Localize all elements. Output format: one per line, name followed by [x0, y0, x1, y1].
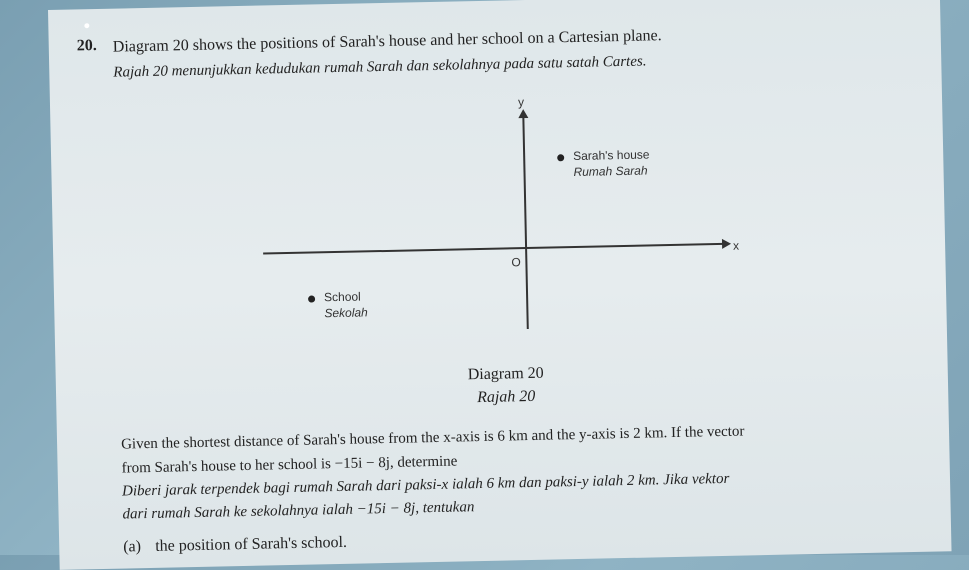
part-a-text: the position of Sarah's school.	[155, 533, 348, 555]
x-axis	[263, 243, 723, 255]
y-axis-label: y	[517, 95, 525, 110]
x-axis-label: x	[732, 238, 740, 253]
worksheet-page	[48, 0, 952, 570]
diagram-caption-ms: Rajah 20	[476, 387, 536, 407]
given-text-ms-2: dari rumah Sarah ke sekolahnya ialah −15i − 8j, tentukan	[122, 499, 475, 523]
cartesian-diagram	[250, 90, 755, 350]
question-text-en: Diagram 20 shows the positions of Sarah's house and her school on a Cartesian plane.	[112, 27, 662, 56]
school-label-ms: Sekolah	[324, 305, 368, 321]
origin-label: O	[511, 255, 521, 270]
given-text-en-2: from Sarah's house to her school is −15i − 8j, determine	[121, 453, 458, 477]
decorative-dot	[84, 23, 89, 28]
part-a-label: (a)	[123, 538, 142, 556]
house-label-en: Sarah's house	[573, 147, 650, 164]
house-point	[557, 154, 564, 161]
house-label-ms: Rumah Sarah	[573, 163, 648, 180]
question-text-ms: Rajah 20 menunjukkan kedudukan rumah Sarah dan sekolahnya pada satu satah Cartes.	[113, 53, 647, 81]
y-axis	[522, 117, 528, 329]
diagram-caption-en: Diagram 20	[467, 364, 544, 384]
given-text-en-1: Given the shortest distance of Sarah's house from the x-axis is 6 km and the y-axis is 2 km. If the vector	[120, 423, 745, 453]
question-number: 20.	[76, 36, 97, 55]
given-text-ms-1: Diberi jarak terpendek bagi rumah Sarah dari paksi-x ialah 6 km dan paksi-y ialah 2 km. Jika vektor	[121, 470, 730, 500]
school-point	[308, 295, 315, 302]
school-label-en: School	[323, 289, 361, 305]
